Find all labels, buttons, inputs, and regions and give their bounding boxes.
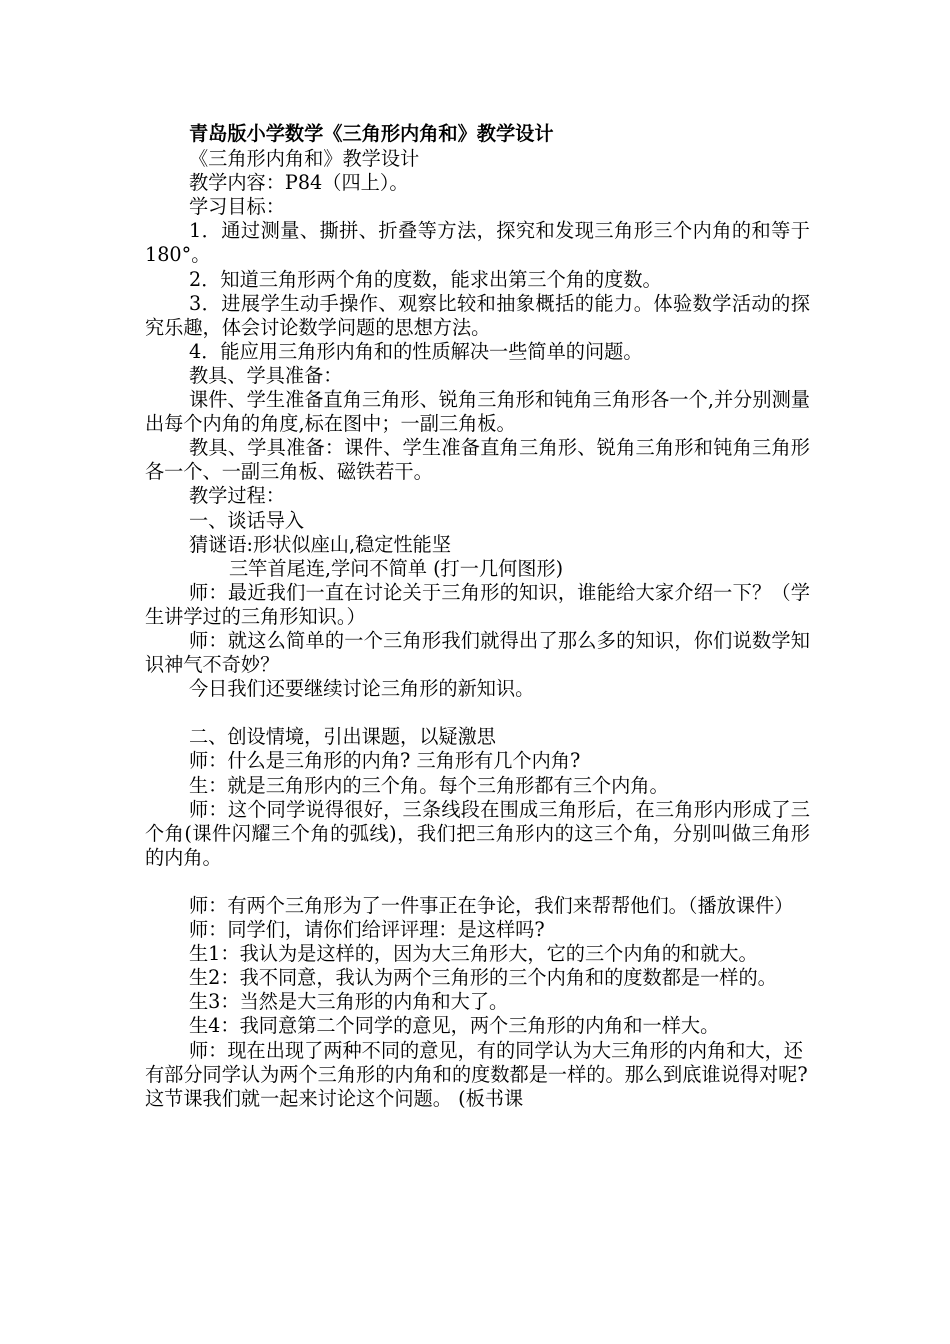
document-page — [145, 122, 810, 1111]
paragraph: 生4：我同意第二个同学的意见，两个三角形的内角和一样大。 — [189, 1014, 720, 1038]
paragraph: 学习目标： — [189, 195, 285, 219]
paragraph: 师：同学们，请你们给评评理：是这样吗? — [189, 918, 545, 942]
paragraph: 师：什么是三角形的内角? 三角形有几个内角? — [189, 749, 581, 773]
paragraph: 教具、学具准备：课件、学生准备直角三角形、锐角三角形和钝角三角形各一个、一副三角板、磁铁若干。 — [145, 436, 810, 484]
document-title: 青岛版小学数学《三角形内角和》教学设计 — [189, 122, 554, 145]
paragraph: 教学过程： — [189, 484, 285, 508]
paragraph: 师：有两个三角形为了一件事正在争论，我们来帮帮他们。（播放课件） — [189, 894, 794, 917]
riddle-line-1: 猜谜语:形状似座山,稳定性能坚 — [189, 532, 452, 556]
section-heading: 二、创设情境，引出课题，以疑激思 — [189, 725, 496, 749]
paragraph: 教具、学具准备： — [189, 363, 343, 387]
paragraph: 师：就这么简单的一个三角形我们就得出了那么多的知识，你们说数学知识神气不奇妙？ — [145, 628, 810, 677]
paragraph: 生3：当然是大三角形的内角和大了。 — [189, 990, 509, 1014]
paragraph: 1．通过测量、撕拼、折叠等方法，探究和发现三角形三个内角的和等于180°。 — [145, 219, 810, 267]
paragraph: 课件、学生准备直角三角形、锐角三角形和钝角三角形各一个,并分别测量出每个内角的角度,标在图中；一副三角板。 — [145, 388, 810, 436]
paragraph: 4．能应用三角形内角和的性质解决一些简单的问题。 — [189, 339, 643, 363]
paragraph: 3．进展学生动手操作、观察比较和抽象概括的能力。体验数学活动的探究乐趣，体会讨论数学问题的思想方法。 — [145, 291, 810, 339]
paragraph: 师：现在出现了两种不同的意见，有的同学认为大三角形的内角和大，还有部分同学认为两个三角形的内角和的度数都是一样的。那么到底谁说得对呢?这节课我们就一起来讨论这个问题。 (板书课 — [145, 1038, 808, 1110]
paragraph: 一、谈话导入 — [189, 508, 305, 532]
paragraph: 生1：我认为是这样的，因为大三角形大，它的三个内角的和就大。 — [189, 942, 758, 966]
blank-line — [145, 870, 810, 894]
blank-line — [145, 701, 810, 725]
paragraph: 生2：我不同意，我认为两个三角形的三个内角和的度数都是一样的。 — [189, 966, 777, 990]
paragraph: 今日我们还要继续讨论三角形的新知识。 — [189, 677, 535, 701]
paragraph: 2．知道三角形两个角的度数，能求出第三个角的度数。 — [189, 267, 662, 291]
paragraph: 教学内容：P84（四上）。 — [189, 171, 409, 195]
paragraph: 生：就是三角形内的三个角。每个三角形都有三个内角。 — [189, 773, 669, 797]
paragraph: 师：最近我们一直在讨论关于三角形的知识，谁能给大家介绍一下？（学生讲学过的三角形知识。） — [145, 580, 810, 628]
riddle-line-2: 三竿首尾连,学问不简单 (打一几何图形) — [229, 556, 564, 580]
paragraph: 师：这个同学说得很好，三条线段在围成三角形后，在三角形内形成了三个角(课件闪耀三个角的弧线)，我们把三角形内的这三个角，分别叫做三角形的内角。 — [145, 797, 810, 869]
paragraph: 《三角形内角和》教学设计 — [189, 147, 420, 171]
